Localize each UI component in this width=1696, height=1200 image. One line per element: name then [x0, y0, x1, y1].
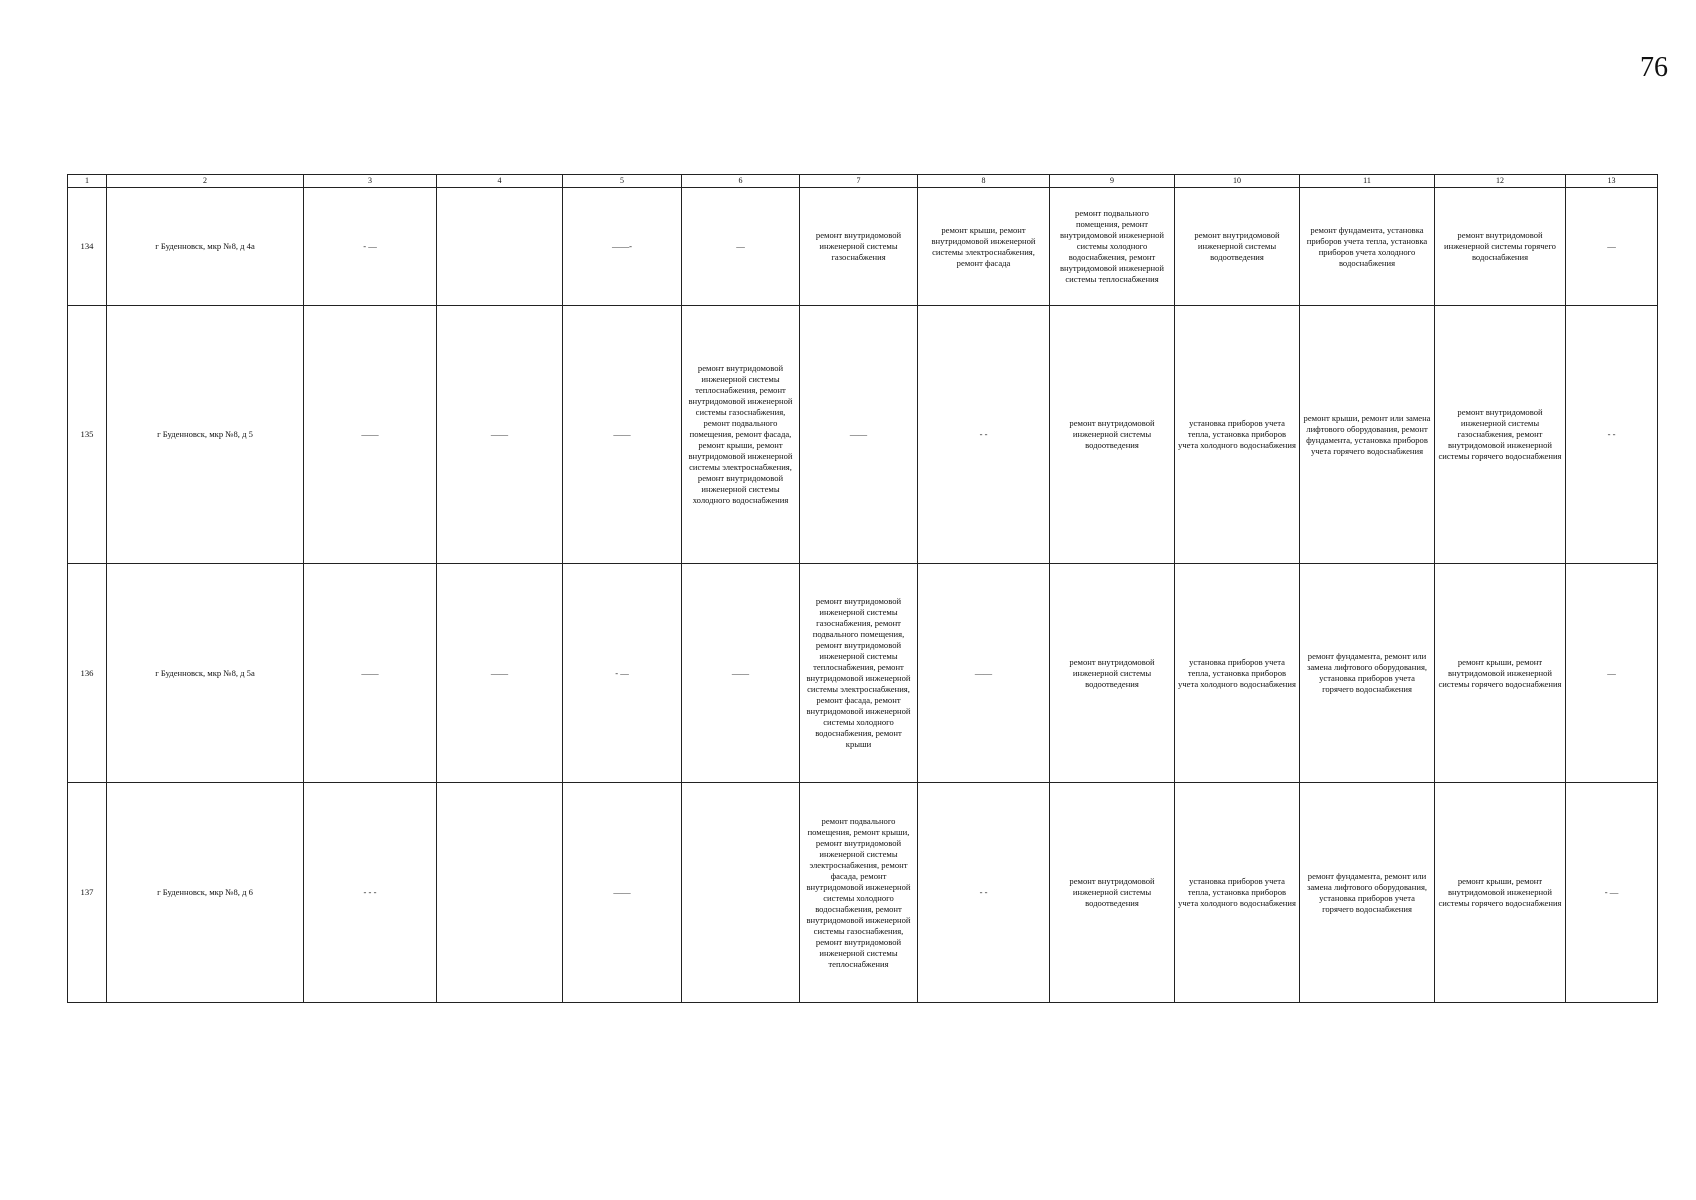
table-cell: - -: [918, 783, 1050, 1003]
table-cell: - -: [918, 306, 1050, 564]
column-header: 13: [1566, 175, 1658, 188]
table-cell: - - -: [304, 783, 437, 1003]
table-cell: ——-: [563, 188, 682, 306]
table-cell: ——: [918, 564, 1050, 783]
repair-schedule-table: [67, 174, 1658, 1003]
building-address: г Буденновск, мкр №8, д 6: [107, 783, 304, 1003]
table-row: [68, 188, 1658, 306]
table-cell: ремонт подвального помещения, ремонт внутридомовой инженерной системы холодного водоснабжения, ремонт внутридомовой инженерной системы теплоснабжения: [1050, 188, 1175, 306]
table-cell: - -: [1566, 306, 1658, 564]
table-cell: ремонт крыши, ремонт внутридомовой инженерной системы горячего водоснабжения: [1435, 783, 1566, 1003]
column-header: 10: [1175, 175, 1300, 188]
column-header: 8: [918, 175, 1050, 188]
column-header: 7: [800, 175, 918, 188]
table-cell: ремонт фундамента, ремонт или замена лифтового оборудования, установка приборов учета горячего водоснабжения: [1300, 783, 1435, 1003]
table-cell: —: [682, 188, 800, 306]
column-header: 4: [437, 175, 563, 188]
column-number-header: [68, 175, 1658, 188]
table-cell: ремонт внутридомовой инженерной системы водоотведения: [1175, 188, 1300, 306]
table-cell: ремонт подвального помещения, ремонт крыши, ремонт внутридомовой инженерной системы электроснабжения, ремонт фасада, ремонт внутридомовой инженерной системы холодного водоснабжения, ремонт внутридомовой инженерной системы газоснабжения, ремонт внутридомовой инженерной системы теплоснабжения: [800, 783, 918, 1003]
table-cell: - —: [1566, 783, 1658, 1003]
table-cell: [682, 783, 800, 1003]
table-cell: ——: [563, 306, 682, 564]
table-cell: ремонт внутридомовой инженерной системы горячего водоснабжения: [1435, 188, 1566, 306]
table-cell: ремонт крыши, ремонт внутридомовой инженерной системы горячего водоснабжения: [1435, 564, 1566, 783]
row-number: 136: [68, 564, 107, 783]
table-cell: [437, 783, 563, 1003]
table-cell: ——: [682, 564, 800, 783]
row-number: 134: [68, 188, 107, 306]
building-address: г Буденновск, мкр №8, д 5: [107, 306, 304, 564]
column-header: 5: [563, 175, 682, 188]
table-cell: ремонт внутридомовой инженерной системы теплоснабжения, ремонт внутридомовой инженерной системы газоснабжения, ремонт подвального помещения, ремонт фасада, ремонт крыши, ремонт внутридомовой инженерной системы электроснабжения, ремонт внутридомовой инженерной системы холодного водоснабжения: [682, 306, 800, 564]
column-header: 1: [68, 175, 107, 188]
column-header: 11: [1300, 175, 1435, 188]
table-cell: ремонт крыши, ремонт внутридомовой инженерной системы электроснабжения, ремонт фасада: [918, 188, 1050, 306]
table-cell: ремонт крыши, ремонт или замена лифтового оборудования, ремонт фундамента, установка приборов учета горячего водоснабжения: [1300, 306, 1435, 564]
table-cell: - —: [563, 564, 682, 783]
table-cell: установка приборов учета тепла, установка приборов учета холодного водоснабжения: [1175, 564, 1300, 783]
header-row: [68, 175, 1658, 188]
table-cell: ремонт фундамента, установка приборов учета тепла, установка приборов учета холодного водоснабжения: [1300, 188, 1435, 306]
table-cell: —: [1566, 564, 1658, 783]
table-row: [68, 306, 1658, 564]
table-cell: ——: [437, 564, 563, 783]
table-cell: ——: [304, 564, 437, 783]
row-number: 135: [68, 306, 107, 564]
table-cell: [437, 188, 563, 306]
table-row: [68, 783, 1658, 1003]
table-cell: ——: [437, 306, 563, 564]
row-number: 137: [68, 783, 107, 1003]
column-header: 3: [304, 175, 437, 188]
column-header: 9: [1050, 175, 1175, 188]
table-cell: ремонт внутридомовой инженерной системы газоснабжения, ремонт подвального помещения, ремонт внутридомовой инженерной системы теплоснабжения, ремонт внутридомовой инженерной системы электроснабжения, ремонт фасада, ремонт внутридомовой инженерной системы холодного водоснабжения, ремонт крыши: [800, 564, 918, 783]
table-cell: установка приборов учета тепла, установка приборов учета холодного водоснабжения: [1175, 783, 1300, 1003]
table-cell: ——: [563, 783, 682, 1003]
column-header: 12: [1435, 175, 1566, 188]
table-cell: установка приборов учета тепла, установка приборов учета холодного водоснабжения: [1175, 306, 1300, 564]
column-header: 2: [107, 175, 304, 188]
table-cell: - —: [304, 188, 437, 306]
table-cell: ремонт внутридомовой инженерной системы водоотведения: [1050, 564, 1175, 783]
column-header: 6: [682, 175, 800, 188]
table-row: [68, 564, 1658, 783]
table-cell: ремонт внутридомовой инженерной системы водоотведения: [1050, 783, 1175, 1003]
building-address: г Буденновск, мкр №8, д 4а: [107, 188, 304, 306]
table-cell: ——: [304, 306, 437, 564]
building-address: г Буденновск, мкр №8, д 5а: [107, 564, 304, 783]
table-cell: ремонт фундамента, ремонт или замена лифтового оборудования, установка приборов учета горячего водоснабжения: [1300, 564, 1435, 783]
table-cell: —: [1566, 188, 1658, 306]
page-number: 76: [1640, 52, 1668, 83]
table-cell: ремонт внутридомовой инженерной системы газоснабжения: [800, 188, 918, 306]
table-cell: ——: [800, 306, 918, 564]
table-cell: ремонт внутридомовой инженерной системы газоснабжения, ремонт внутридомовой инженерной системы горячего водоснабжения: [1435, 306, 1566, 564]
table-cell: ремонт внутридомовой инженерной системы водоотведения: [1050, 306, 1175, 564]
